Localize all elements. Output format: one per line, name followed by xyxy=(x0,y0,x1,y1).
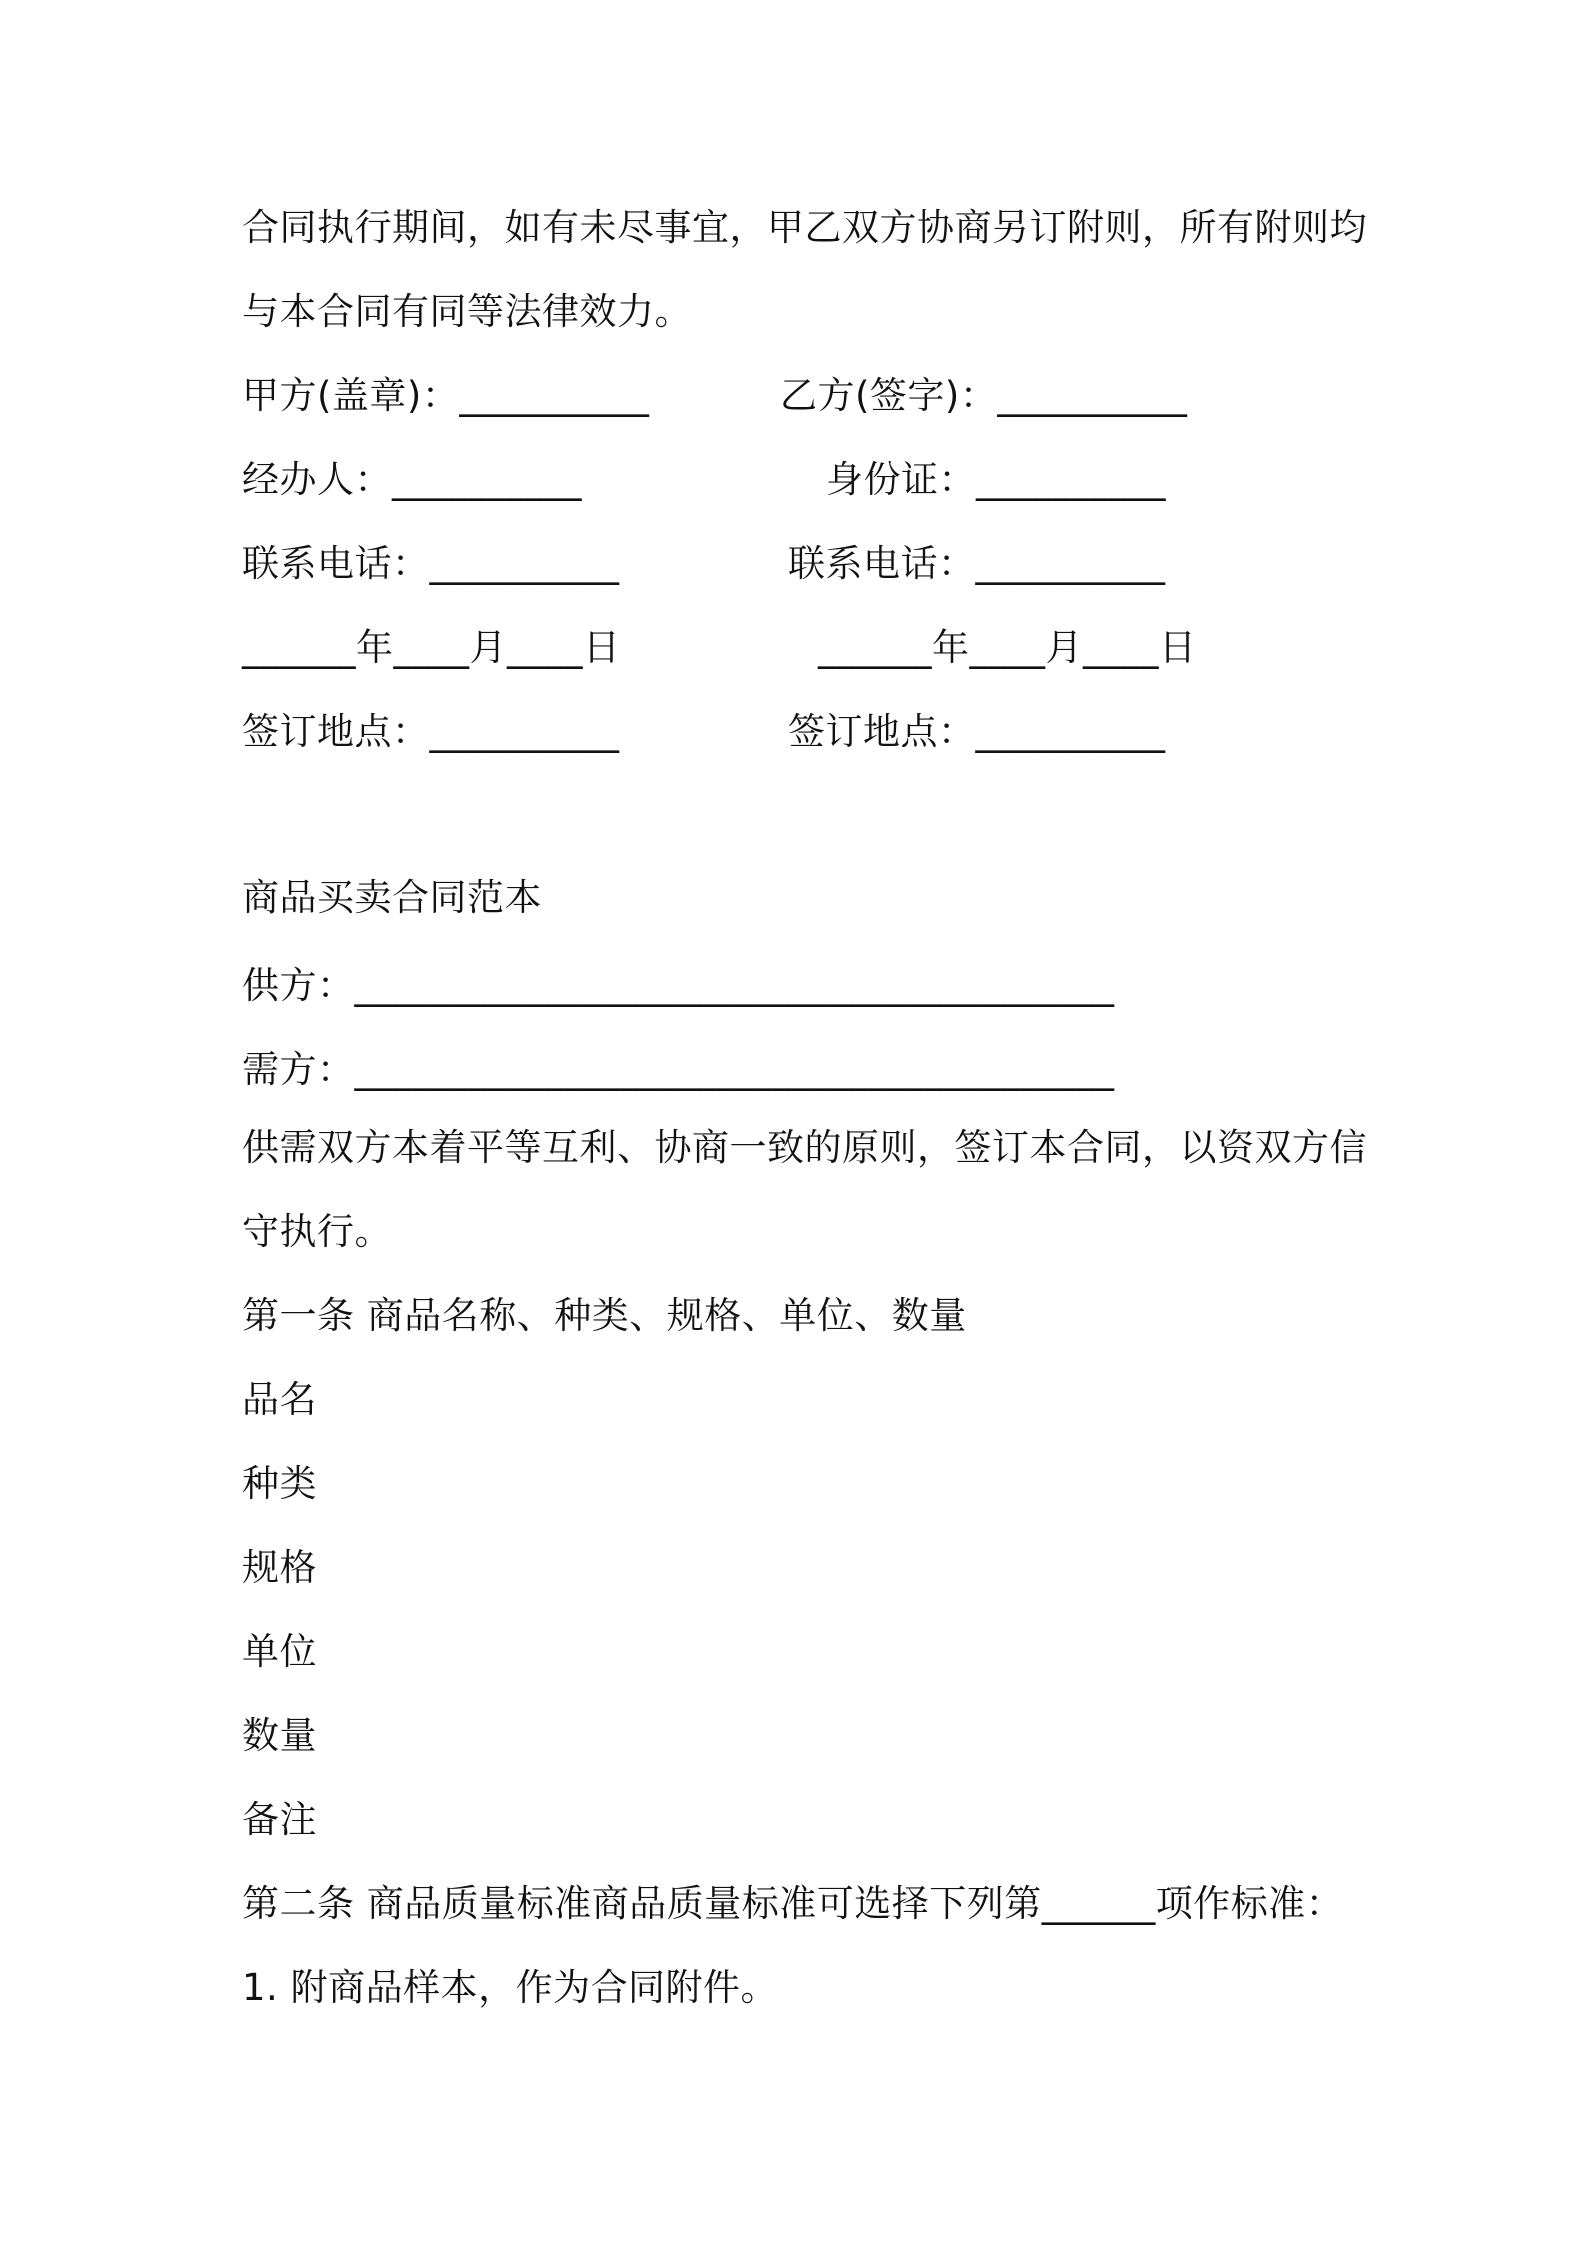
clause-1: 1. 附商品样本，作为合同附件。 xyxy=(242,1966,779,2009)
date-a-field: ______年____月____日 xyxy=(242,626,621,669)
place-a-field: 签订地点：__________ xyxy=(242,710,620,753)
item-label-name: 品名 xyxy=(242,1378,317,1421)
intro-line: 供需双方本着平等互利、协商一致的原则，签订本合同，以资双方信 xyxy=(242,1126,1367,1169)
article-2-heading: 第二条 商品质量标准商品质量标准可选择下列第______项作标准： xyxy=(242,1882,1344,1925)
item-label-spec: 规格 xyxy=(242,1546,317,1589)
item-label-category: 种类 xyxy=(242,1462,317,1505)
buyer-field: 需方：________________________________________ xyxy=(242,1048,1115,1091)
party-b-sign-field: 乙方(签字)：__________ xyxy=(780,374,1188,417)
contract-title: 商品买卖合同范本 xyxy=(242,876,542,919)
date-b-field: ______年____月____日 xyxy=(818,626,1197,669)
paragraph-line: 与本合同有同等法律效力。 xyxy=(242,290,692,333)
item-label-unit: 单位 xyxy=(242,1630,317,1673)
article-1-heading: 第一条 商品名称、种类、规格、单位、数量 xyxy=(242,1294,967,1337)
supplier-field: 供方：________________________________________ xyxy=(242,964,1115,1007)
intro-line: 守执行。 xyxy=(242,1210,392,1253)
place-b-field: 签订地点：__________ xyxy=(788,710,1166,753)
phone-a-field: 联系电话：__________ xyxy=(242,542,620,585)
item-label-quantity: 数量 xyxy=(242,1714,317,1757)
item-label-remark: 备注 xyxy=(242,1798,317,1841)
agent-field: 经办人：__________ xyxy=(242,458,582,501)
id-card-field: 身份证：__________ xyxy=(826,458,1166,501)
phone-b-field: 联系电话：__________ xyxy=(788,542,1166,585)
party-a-seal-field: 甲方(盖章)：__________ xyxy=(242,374,650,417)
paragraph-line: 合同执行期间，如有未尽事宜，甲乙双方协商另订附则，所有附则均 xyxy=(242,206,1367,249)
